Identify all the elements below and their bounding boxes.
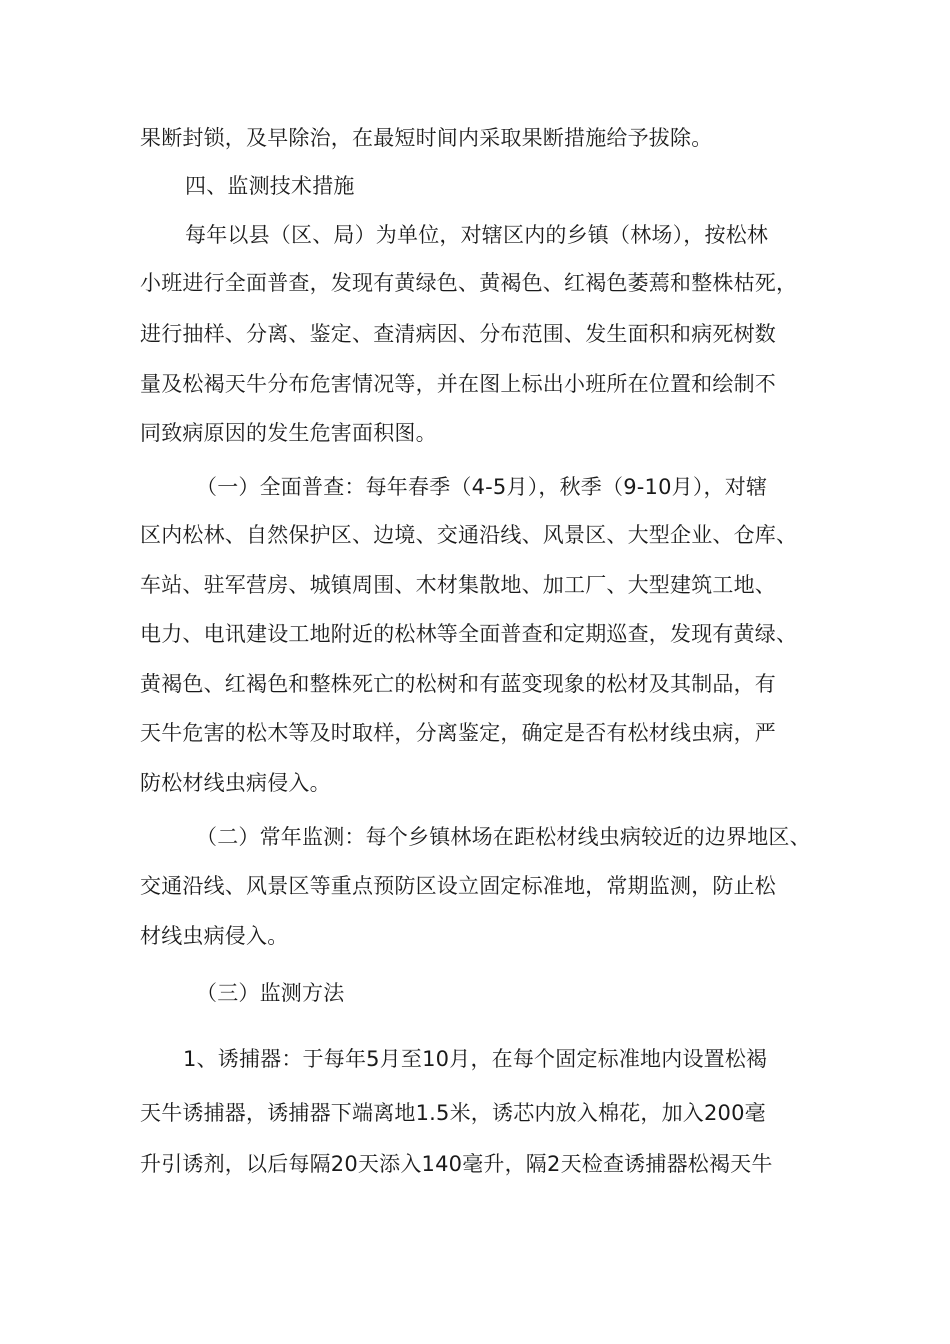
text-line: 天牛危害的松木等及时取样，分离鉴定，确定是否有松材线虫病，严 — [140, 721, 776, 745]
text-line: 1、诱捕器：于每年5月至10月，在每个固定标准地内设置松褐 — [183, 1047, 768, 1071]
text-line: 电力、电讯建设工地附近的松林等全面普查和定期巡查，发现有黄绿、 — [140, 622, 798, 646]
text-line: 进行抽样、分离、鉴定、查清病因、分布范围、发生面积和病死树数 — [140, 322, 776, 346]
section-heading: 四、监测技术措施 — [185, 174, 355, 198]
text-line: 每年以县（区、局）为单位，对辖区内的乡镇（林场），按松林 — [185, 223, 769, 247]
text-line: 小班进行全面普查，发现有黄绿色、黄褐色、红褐色萎蔫和整株枯死， — [140, 271, 798, 295]
text-line: 区内松林、自然保护区、边境、交通沿线、风景区、大型企业、仓库、 — [140, 523, 798, 547]
text-line: 量及松褐天牛分布危害情况等，并在图上标出小班所在位置和绘制不 — [140, 372, 776, 396]
text-line: 果断封锁，及早除治，在最短时间内采取果断措施给予拔除。 — [140, 126, 713, 150]
text-line: （一）全面普查：每年春季（4-5月），秋季（9-10月），对辖 — [196, 475, 768, 499]
text-line: 交通沿线、风景区等重点预防区设立固定标准地，常期监测，防止松 — [140, 874, 776, 898]
text-line: 天牛诱捕器，诱捕器下端离地1.5米，诱芯内放入棉花，加入200毫 — [140, 1101, 766, 1125]
text-line: 黄褐色、红褐色和整株死亡的松树和有蓝变现象的松材及其制品，有 — [140, 672, 776, 696]
text-line: 升引诱剂，以后每隔20天添入140毫升，隔2天检查诱捕器松褐天牛 — [140, 1152, 773, 1176]
section-heading: （三）监测方法 — [196, 981, 345, 1005]
text-line: 车站、驻军营房、城镇周围、木材集散地、加工厂、大型建筑工地、 — [140, 573, 776, 597]
text-line: 同致病原因的发生危害面积图。 — [140, 421, 437, 445]
text-line: 材线虫病侵入。 — [140, 924, 289, 948]
text-line: （二）常年监测：每个乡镇林场在距松材线虫病较近的边界地区、 — [196, 825, 811, 849]
text-line: 防松材线虫病侵入。 — [140, 771, 331, 795]
